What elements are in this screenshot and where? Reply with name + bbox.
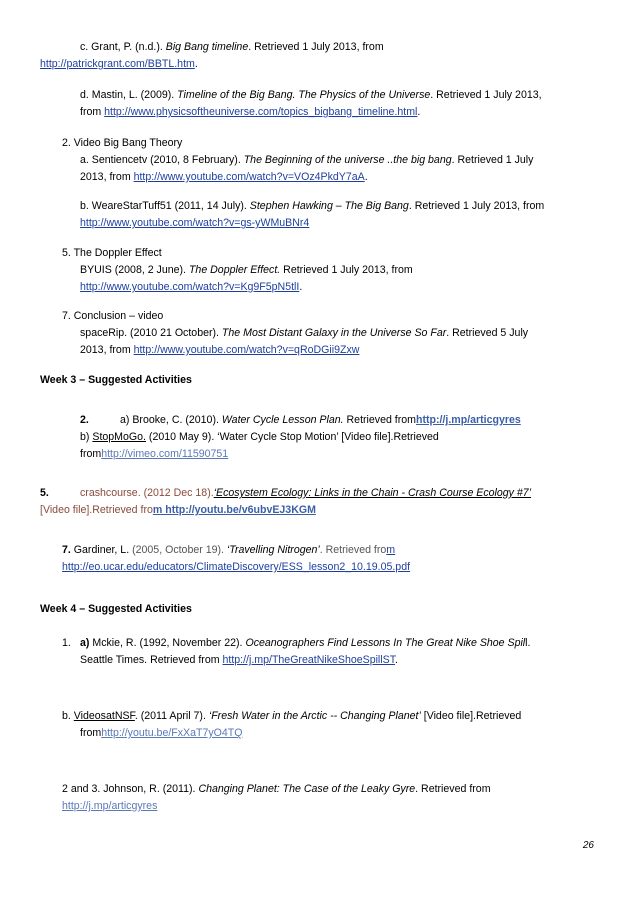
- nike-shoe-link[interactable]: http://j.mp/TheGreatNikeShoeSpillST: [222, 654, 396, 666]
- ref-mastin-line2: from http://www.physicsoftheuniverse.com/topics_bigbang_timeline.html.: [80, 106, 421, 118]
- ref-spacerip-line1: spaceRip. (2010 21 October). The Most Distant Galaxy in the Universe So Far. Retrieved 5 July: [80, 327, 529, 339]
- ref-sentiencetv-line1: a. Sentiencetv (2010, 8 February). The Beginning of the universe ..the big bang. Retrieved 1 July: [80, 154, 534, 166]
- mastin-link[interactable]: http://www.physicsoftheuniverse.com/topics_bigbang_timeline.html: [104, 106, 418, 118]
- leaky-gyre-link[interactable]: http://j.mp/articgyres: [62, 800, 158, 812]
- ref-sentiencetv-line2: 2013, from http://www.youtube.com/watch?v=VOz4PkdY7aA.: [80, 171, 368, 183]
- articgyres-link[interactable]: http://j.mp/articgyres: [416, 414, 521, 426]
- w4-itemb-line1: b. VideosatNSF. (2011 April 7). ‘Fresh Water in the Arctic -- Changing Planet’ [Video file].Retrieved: [62, 710, 522, 722]
- w3-item7-line2: [62, 560, 410, 574]
- week3-heading: Week 3 – Suggested Activities: [40, 374, 192, 386]
- w4-itemb-line2: fromhttp://youtu.be/FxXaT7yO4TQ: [80, 727, 243, 739]
- byuis-link[interactable]: http://www.youtube.com/watch?v=Kg9F5pN5tlI: [80, 281, 300, 293]
- w4-item1-line2: Seattle Times. Retrieved from http://j.mp/TheGreatNikeShoeSpillST.: [80, 654, 398, 666]
- w3-item5-line2: [Video file].Retrieved from http://youtu.be/v6ubvEJ3KGM: [40, 504, 316, 516]
- ref-grant-line2: http://patrickgrant.com/BBTL.htm.: [40, 58, 198, 70]
- ref-grant-line1: c. Grant, P. (n.d.). Big Bang timeline. Retrieved 1 July 2013, from: [80, 41, 384, 53]
- w3-item5-line1: 5. crashcourse. (2012 Dec 18).‘Ecosystem Ecology: Links in the Chain - Crash Course Ecology #7’: [40, 487, 532, 499]
- item5-heading: 5. The Doppler Effect: [62, 247, 162, 259]
- page-number: 26: [582, 840, 594, 851]
- ref-byuis-line1: BYUIS (2008, 2 June). The Doppler Effect. Retrieved 1 July 2013, from: [80, 264, 413, 276]
- wearestartuff-link[interactable]: http://www.youtube.com/watch?v=gs-yWMuBNr4: [80, 217, 310, 229]
- item2-heading: 2. Video Big Bang Theory: [62, 137, 183, 149]
- ref-mastin-line1: d. Mastin, L. (2009). Timeline of the Big Bang. The Physics of the Universe. Retrieved 1 July 2013,: [80, 89, 542, 101]
- w3-item2-line3: fromhttp://vimeo.com/11590751: [80, 448, 229, 460]
- ref-wearestartuff-line1: b. WeareStarTuff51 (2011, 14 July). Stephen Hawking – The Big Bang. Retrieved 1 July 2013, from: [80, 200, 545, 212]
- w3-item2-line1: 2. a) Brooke, C. (2010). Water Cycle Lesson Plan. Retrieved fromhttp://j.mp/articgyres: [80, 414, 521, 426]
- nitrogen-link[interactable]: http://eo.ucar.edu/educators/ClimateDiscovery/ESS_lesson2_10.19.05.pdf: [62, 561, 411, 573]
- stopmogo-link[interactable]: StopMoGo.: [92, 431, 146, 443]
- w3-item2-line2: b) StopMoGo. (2010 May 9). ‘Water Cycle Stop Motion’ [Video file].Retrieved: [80, 431, 439, 443]
- w3-item7-line1: 7. Gardiner, L. (2005, October 19). ‘Travelling Nitrogen’. Retrieved from: [62, 544, 396, 556]
- arctic-link[interactable]: http://youtu.be/FxXaT7yO4TQ: [101, 727, 243, 739]
- vimeo-link[interactable]: http://vimeo.com/11590751: [101, 448, 229, 460]
- ref-byuis-line2: http://www.youtube.com/watch?v=Kg9F5pN5tlI.: [80, 281, 303, 293]
- crashcourse-link[interactable]: m http://youtu.be/v6ubvEJ3KGM: [152, 504, 316, 516]
- week4-heading: Week 4 – Suggested Activities: [40, 603, 192, 615]
- spacerip-link[interactable]: http://www.youtube.com/watch?v=qRoDGii9Zxw: [133, 344, 360, 356]
- w4-item23-line1: 2 and 3. Johnson, R. (2011). Changing Planet: The Case of the Leaky Gyre. Retrieved from: [62, 783, 491, 795]
- ref-spacerip-line2: 2013, from http://www.youtube.com/watch?v=qRoDGii9Zxw: [80, 344, 360, 356]
- grant-link[interactable]: http://patrickgrant.com/BBTL.htm: [40, 58, 195, 70]
- nitrogen-link-part1[interactable]: m: [386, 544, 396, 556]
- w4-item1-line1: 1. a) Mckie, R. (1992, November 22). Oceanographers Find Lessons In The Great Nike Shoe Spill.: [62, 637, 531, 649]
- sentiencetv-link[interactable]: http://www.youtube.com/watch?v=VOz4PkdY7aA: [133, 171, 365, 183]
- w4-item23-line2: [62, 799, 157, 813]
- videosatnsf-link[interactable]: VideosatNSF: [73, 710, 135, 722]
- item7-heading: 7. Conclusion – video: [62, 310, 164, 322]
- ref-wearestartuff-line2: [80, 216, 309, 230]
